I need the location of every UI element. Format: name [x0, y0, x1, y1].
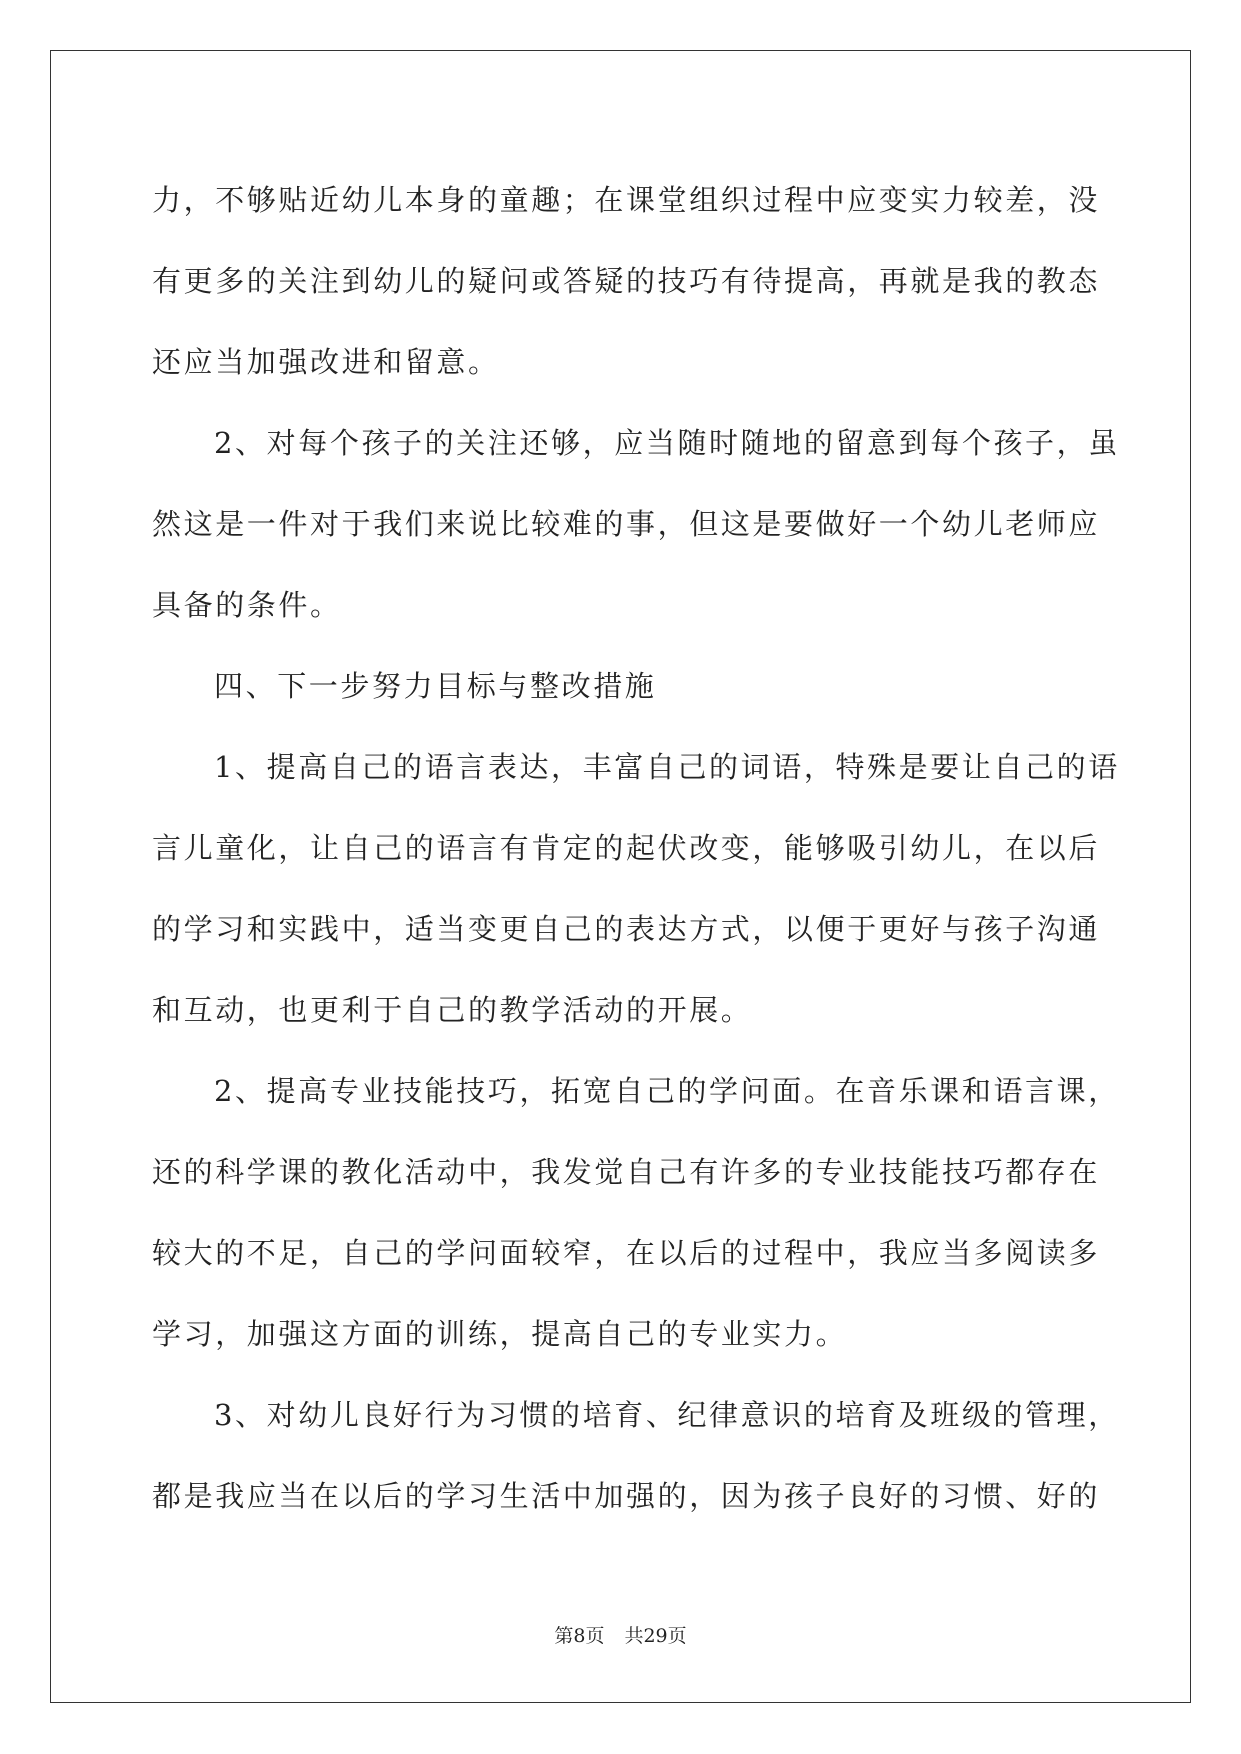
text-line: 较大的不足，自己的学问面较窄，在以后的过程中，我应当多阅读多	[152, 1236, 1101, 1270]
text-line: 还应当加强改进和留意。	[152, 345, 500, 379]
text-line: 学习，加强这方面的训练，提高自己的专业实力。	[152, 1317, 848, 1351]
text-line: 有更多的关注到幼儿的疑问或答疑的技巧有待提高，再就是我的教态	[152, 264, 1101, 298]
text-line: 3、对幼儿良好行为习惯的培育、纪律意识的培育及班级的管理，	[214, 1398, 1120, 1432]
total-pages: 共29页	[624, 1625, 687, 1647]
text-line: 和互动，也更利于自己的教学活动的开展。	[152, 993, 753, 1027]
text-line: 1、提高自己的语言表达，丰富自己的词语，特殊是要让自己的语	[214, 750, 1120, 784]
section-heading: 四、下一步努力目标与整改措施	[214, 669, 657, 703]
page-number: 第8页	[554, 1625, 605, 1647]
text-line: 2、对每个孩子的关注还够，应当随时随地的留意到每个孩子，虽	[214, 426, 1120, 460]
text-line: 2、提高专业技能技巧，拓宽自己的学问面。在音乐课和语言课，	[214, 1074, 1120, 1108]
page-footer	[0, 1621, 1241, 1648]
text-line: 都是我应当在以后的学习生活中加强的，因为孩子良好的习惯、好的	[152, 1479, 1101, 1513]
text-line: 言儿童化，让自己的语言有肯定的起伏改变，能够吸引幼儿，在以后	[152, 831, 1101, 865]
text-line: 的学习和实践中，适当变更自己的表达方式，以便于更好与孩子沟通	[152, 912, 1101, 946]
text-line: 力，不够贴近幼儿本身的童趣；在课堂组织过程中应变实力较差，没	[152, 183, 1101, 217]
text-line: 具备的条件。	[152, 588, 342, 622]
text-line: 然这是一件对于我们来说比较难的事，但这是要做好一个幼儿老师应	[152, 507, 1101, 541]
text-line: 还的科学课的教化活动中，我发觉自己有许多的专业技能技巧都存在	[152, 1155, 1101, 1189]
document-body	[152, 160, 1120, 1537]
text-block	[152, 160, 1120, 1537]
